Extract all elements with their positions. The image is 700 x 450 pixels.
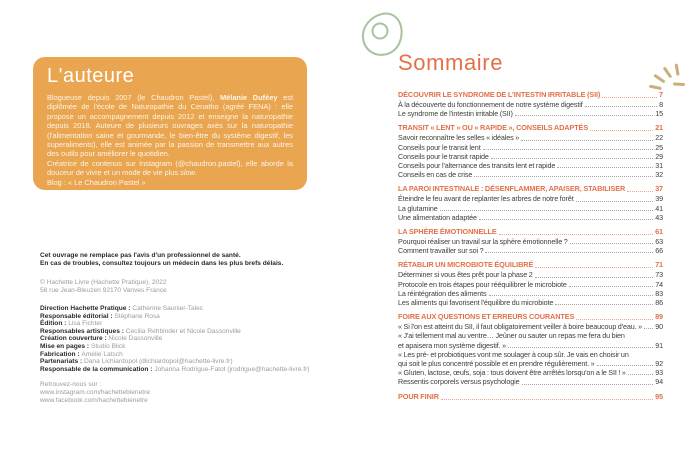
toc-entry-label: « Gluten, lactose, œufs, soja : tous doivent être arrêtés lorsqu'on a le SII ! » bbox=[398, 368, 626, 378]
toc-page-number: 29 bbox=[655, 151, 663, 161]
toc-entry-label: Les aliments qui favorisent l'équilibre du microbiote bbox=[398, 298, 554, 308]
dotted-leader bbox=[576, 201, 654, 202]
toc-page-number: 32 bbox=[655, 170, 663, 180]
toc-section-label: POUR FINIR bbox=[398, 391, 439, 401]
toc-entry[interactable] bbox=[398, 298, 663, 307]
credit-line bbox=[40, 320, 350, 328]
toc-entry-line[interactable] bbox=[398, 350, 663, 359]
toc-page-number: 91 bbox=[655, 340, 663, 350]
social-intro: Retrouvez-nous sur : bbox=[40, 381, 102, 388]
disclaimer-line: Cet ouvrage ne remplace pas l'avis d'un professionnel de santé. bbox=[40, 252, 241, 259]
dotted-leader bbox=[557, 167, 653, 168]
dotted-leader bbox=[440, 210, 654, 211]
toc-page-number: 43 bbox=[655, 212, 663, 222]
dotted-leader bbox=[627, 191, 653, 192]
copyright-line: © Hachette Livre (Hachette Pratique), 2022 bbox=[40, 279, 167, 286]
toc-entry-label: Pourquoi réaliser un travail sur la sphère émotionnelle ? bbox=[398, 237, 568, 247]
dotted-leader bbox=[535, 267, 653, 268]
toc-entry[interactable] bbox=[398, 194, 663, 203]
toc-entry-label: Conseils pour le transit lent bbox=[398, 142, 481, 152]
toc-entry-label: À la découverte du fonctionnement de notre système digestif bbox=[398, 100, 583, 109]
dotted-leader bbox=[489, 295, 654, 296]
toc-entry-label: La réintégration des aliments bbox=[398, 288, 487, 298]
credit-value: Johanna Rodrigue-Fatot (jrodrigue@hachette-livre.fr) bbox=[154, 365, 310, 373]
author-bio-paragraph: Blog : « Le Chaudron Pastel » bbox=[47, 177, 146, 187]
copyright-block bbox=[40, 279, 340, 296]
toc-page-number: 94 bbox=[655, 377, 663, 387]
toc-entry[interactable] bbox=[398, 152, 663, 161]
toc-section-header[interactable] bbox=[398, 227, 663, 237]
credit-value: Stéphane Rosa bbox=[114, 312, 160, 320]
toc-page-number: 41 bbox=[655, 203, 663, 213]
toc-page-number: 61 bbox=[655, 227, 663, 237]
toc-entry[interactable] bbox=[398, 143, 663, 152]
toc-section-label: DÉCOUVRIR LE SYNDROME DE L'INTESTIN IRRITABLE (SII) bbox=[398, 90, 601, 99]
dotted-leader bbox=[474, 176, 653, 177]
toc-title: Sommaire bbox=[398, 50, 504, 75]
toc-page-number: 89 bbox=[655, 312, 663, 322]
credit-value: Lisa Fichter bbox=[68, 320, 103, 328]
toc-entry-label: « J'ai tellement mal au ventre… Jeûner ou sauter un repas me fera du bien bbox=[398, 331, 625, 341]
dotted-leader bbox=[522, 384, 654, 385]
toc-entry-label: Déterminer si vous êtes prêt pour la phase 2 bbox=[398, 270, 533, 280]
credit-line bbox=[40, 358, 350, 366]
toc-entry-label: « Si l'on est atteint du SII, il faut obligatoirement veiller à boire beaucoup d'eau. » bbox=[398, 322, 643, 332]
social-block bbox=[40, 381, 340, 406]
toc-page-number: 31 bbox=[655, 161, 663, 171]
toc-entry[interactable] bbox=[398, 322, 663, 331]
toc-section-label: TRANSIT « LENT » OU « RAPIDE », CONSEILS ADAPTÉS bbox=[398, 123, 589, 133]
toc-page-number: 25 bbox=[655, 142, 663, 152]
toc-section-label: RÉTABLIR UN MICROBIOTE ÉQUILIBRÉ bbox=[398, 260, 534, 270]
toc-entry-label: « Les pré- et probiotiques vont me soulager à coup sûr. Je vais en choisir un bbox=[398, 349, 629, 359]
author-box-title: L'auteure bbox=[47, 65, 135, 87]
toc-section-header[interactable] bbox=[398, 184, 663, 194]
toc-section-header[interactable] bbox=[398, 312, 663, 322]
social-links bbox=[40, 389, 340, 405]
toc-entry[interactable] bbox=[398, 377, 663, 386]
author-bio-paragraph: Créatrice de contenus sur Instagram (@chaudron.pastel), elle aborde la douceur de vivre et un mode de vie plus slow. bbox=[47, 158, 293, 178]
credit-value: Nicole Dassonville bbox=[108, 335, 163, 343]
toc-page-number: 86 bbox=[655, 298, 663, 308]
toc-page-number: 83 bbox=[655, 288, 663, 298]
toc-page-number: 63 bbox=[655, 237, 663, 247]
author-box bbox=[33, 57, 307, 190]
toc-page-number: 73 bbox=[655, 270, 663, 280]
toc-page-number: 66 bbox=[655, 246, 663, 256]
credit-line bbox=[40, 335, 350, 343]
dotted-leader bbox=[597, 365, 654, 366]
social-link[interactable]: www.facebook.com/hachettebienetre bbox=[40, 397, 148, 405]
toc-page-number: 8 bbox=[659, 100, 663, 109]
copyright-line: 58 rue Jean-Bleuzen 92170 Vanves France bbox=[40, 287, 167, 295]
toc-page-number: 15 bbox=[655, 109, 663, 119]
dotted-leader bbox=[555, 304, 653, 305]
toc-page-number: 90 bbox=[655, 322, 663, 332]
toc-entry[interactable] bbox=[398, 109, 663, 118]
toc-page-number: 71 bbox=[655, 260, 663, 270]
credit-value: Amélie Latsch bbox=[81, 350, 123, 358]
toc-entry-label: qui soit le plus concentré possible et en prendre régulièrement. » bbox=[398, 359, 595, 369]
author-bio bbox=[47, 93, 293, 187]
toc-entry-label: Conseils pour l'alternance des transits lent et rapide bbox=[398, 161, 556, 171]
toc-entry[interactable] bbox=[398, 100, 663, 109]
dotted-leader bbox=[585, 106, 657, 107]
toc-entry[interactable] bbox=[398, 359, 663, 368]
dotted-leader bbox=[479, 219, 653, 220]
toc-entry-label: La glutamine bbox=[398, 203, 438, 213]
toc-section-header[interactable] bbox=[398, 123, 663, 133]
toc-section-label: LA SPHÈRE ÉMOTIONNELLE bbox=[398, 227, 497, 237]
toc-section-label: FOIRE AUX QUESTIONS ET ERREURS COURANTES bbox=[398, 312, 575, 322]
toc-page-number: 37 bbox=[655, 184, 663, 194]
toc-entry[interactable] bbox=[398, 213, 663, 222]
dotted-leader bbox=[508, 347, 653, 348]
toc-entry[interactable] bbox=[398, 280, 663, 289]
credit-label: Responsables artistiques : bbox=[40, 327, 126, 335]
dotted-leader bbox=[485, 252, 653, 253]
toc-entry[interactable] bbox=[398, 237, 663, 246]
credit-label: Mise en pages : bbox=[40, 342, 91, 350]
toc-entry-label: Protocole en trois étapes pour rééquilibrer le microbiote bbox=[398, 279, 567, 289]
toc-entry-label: Comment travailler sur soi ? bbox=[398, 246, 484, 256]
toc-page-number: 39 bbox=[655, 194, 663, 204]
toc-entry-label: Savoir reconnaître les selles « idéales » bbox=[398, 133, 520, 143]
health-disclaimer bbox=[40, 252, 340, 268]
toc-section-header[interactable] bbox=[398, 260, 663, 270]
dotted-leader bbox=[491, 158, 653, 159]
toc-entry[interactable] bbox=[398, 341, 663, 350]
toc-page-number: 7 bbox=[659, 90, 663, 99]
toc-section-header[interactable] bbox=[398, 90, 663, 100]
dotted-leader bbox=[569, 286, 653, 287]
toc-entry-label: et apaisera mon système digestif. » bbox=[398, 340, 507, 350]
toc-page-number: 95 bbox=[655, 391, 663, 401]
dotted-leader bbox=[535, 277, 654, 278]
toc-entry-label: Le syndrome de l'intestin irritable (SII) bbox=[398, 109, 513, 119]
toc-entry[interactable] bbox=[398, 133, 663, 142]
toc-page-number: 74 bbox=[655, 279, 663, 289]
credit-value: Studio Blick bbox=[90, 342, 126, 350]
disclaimer-line: En cas de troubles, consultez toujours un médecin dans les plus brefs délais. bbox=[40, 260, 284, 268]
credit-value: Catherine Saunier-Talec bbox=[132, 305, 204, 312]
dotted-leader bbox=[570, 243, 654, 244]
toc-entry[interactable] bbox=[398, 204, 663, 213]
dotted-leader bbox=[483, 149, 654, 150]
toc-section-label: LA PAROI INTESTINALE : DÉSENFLAMMER, APAISER, STABILISER bbox=[398, 184, 626, 194]
dotted-leader bbox=[499, 234, 653, 235]
toc-page-number: 92 bbox=[655, 359, 663, 369]
toc-entry-label: Conseils en cas de crise bbox=[398, 170, 473, 180]
credit-line bbox=[40, 328, 350, 336]
credit-label: Édition : bbox=[40, 320, 69, 328]
credit-value: Cecilia Rehbinder et Nicole Dassonville bbox=[125, 327, 241, 335]
dotted-leader bbox=[515, 115, 653, 116]
toc-page-number: 22 bbox=[655, 133, 663, 143]
toc-entry[interactable] bbox=[398, 368, 663, 377]
credit-line bbox=[40, 343, 350, 351]
dotted-leader bbox=[590, 130, 653, 131]
dotted-leader bbox=[521, 140, 653, 141]
credit-value: Dana Lichiardopol (dlichiardopol@hachette-livre.fr) bbox=[83, 358, 233, 366]
credits-list bbox=[40, 305, 350, 373]
dotted-leader bbox=[576, 319, 653, 320]
toc-page-number: 21 bbox=[655, 123, 663, 133]
credit-label: Partenariats : bbox=[40, 358, 84, 366]
dotted-leader bbox=[644, 328, 653, 329]
toc-entry-line[interactable] bbox=[398, 331, 663, 340]
social-link[interactable]: www.instagram.com/hachettebienetre bbox=[40, 389, 150, 397]
dotted-leader bbox=[628, 374, 653, 375]
dotted-leader bbox=[602, 97, 657, 98]
credit-label: Responsable éditorial : bbox=[40, 312, 115, 320]
credit-line bbox=[40, 366, 350, 374]
credit-label: Responsable de la communication : bbox=[40, 365, 155, 373]
credit-label: Création couverture : bbox=[40, 335, 109, 343]
credit-line bbox=[40, 351, 350, 359]
credit-label: Fabrication : bbox=[40, 350, 82, 358]
toc-entry[interactable] bbox=[398, 170, 663, 179]
toc-entry[interactable] bbox=[398, 270, 663, 279]
credit-line bbox=[40, 305, 350, 313]
toc-entry[interactable] bbox=[398, 289, 663, 298]
toc-entry-label: Éteindre le feu avant de replanter les arbres de notre forêt bbox=[398, 194, 574, 204]
toc-entry-label: Ressentis corporels versus psychologie bbox=[398, 377, 520, 387]
dotted-leader bbox=[441, 399, 653, 400]
toc-entry[interactable] bbox=[398, 246, 663, 255]
table-of-contents bbox=[398, 90, 663, 402]
credit-label: Direction Hachette Pratique : bbox=[40, 305, 133, 312]
toc-section-header[interactable] bbox=[398, 392, 663, 402]
author-bio-paragraph: Blogueuse depuis 2007 (le Chaudron Pastel), Mélanie Duféey est diplômée de l'école de Naturopathie du Cenatho (agréé FENA) : elle propose un accompagnement depuis 2012 et enseigne la naturopathie depuis 2018. Auteure de plusieurs ouvrages axés sur la naturopathie (l'alimentation saine et gourmande, le bien-être du système digestif, les superaliments), elle est animée par la passion de transmettre aux autres des outils pour améliorer le quotidien. bbox=[47, 93, 293, 159]
toc-page-number: 93 bbox=[655, 368, 663, 378]
toc-entry[interactable] bbox=[398, 161, 663, 170]
toc-entry-label: Conseils pour le transit rapide bbox=[398, 151, 489, 161]
toc-entry-label: Une alimentation adaptée bbox=[398, 212, 477, 222]
